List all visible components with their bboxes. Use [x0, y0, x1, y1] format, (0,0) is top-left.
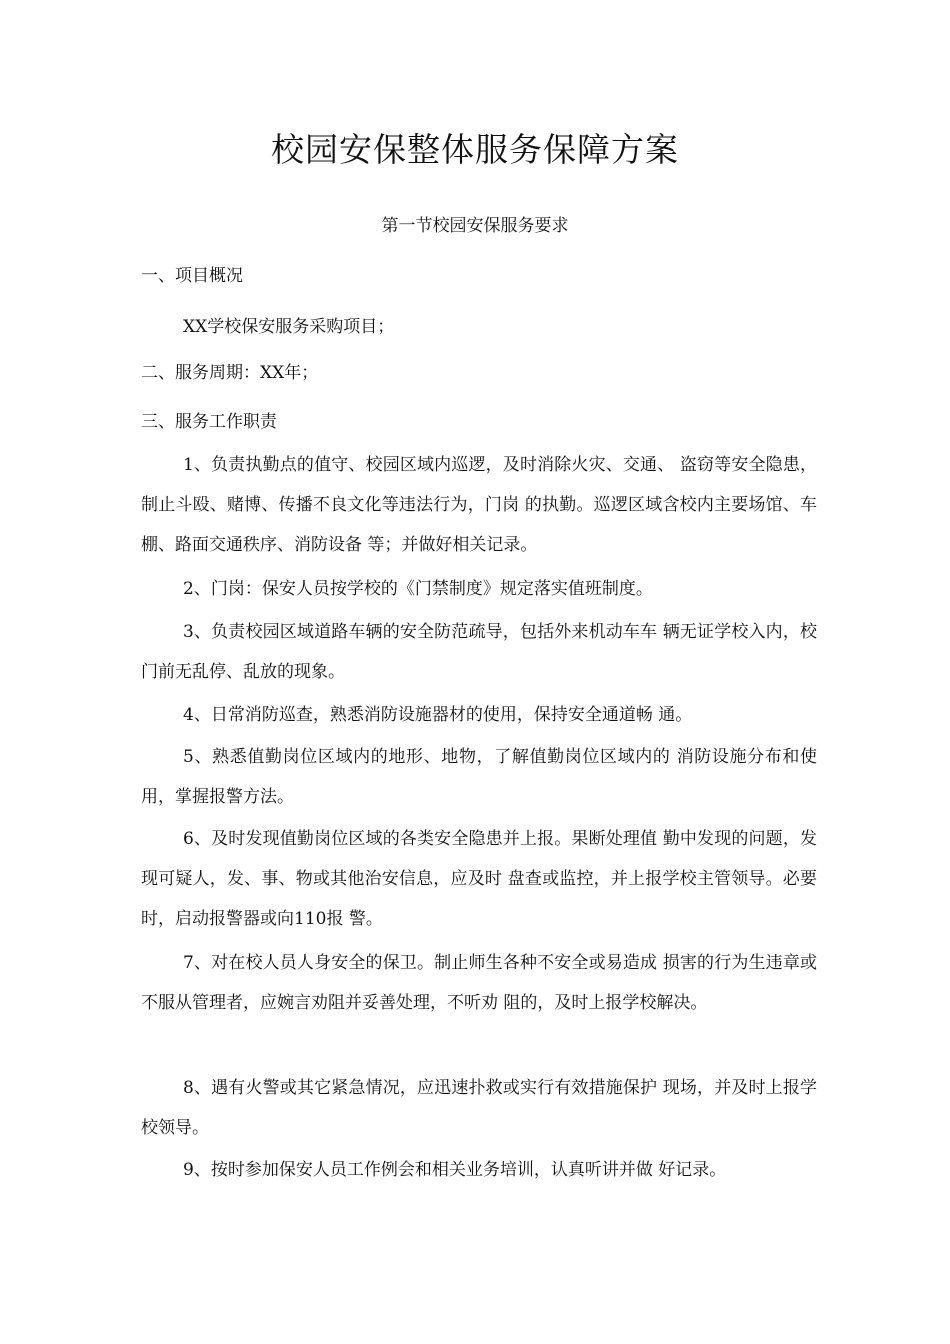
document-title: 校园安保整体服务保障方案 [271, 130, 679, 169]
project-name-paragraph: XX学校保安服务采购项目； [183, 317, 395, 337]
duty-item-4: 4、日常消防巡查，熟悉消防设施器材的使用，保持安全通道畅 通。 [183, 705, 693, 725]
duty-item-5: 5、熟悉值勤岗位区域内的地形、地物，了解值勤岗位区域内的 消防设施分布和使用，掌握报警方法。 [141, 747, 817, 807]
duty-item-9: 9、按时参加保安人员工作例会和相关业务培训，认真听讲并做 好记录。 [183, 1160, 727, 1180]
duty-item-6: 6、及时发现值勤岗位区域的各类安全隐患并上报。果断处理值 勤中发现的问题，发现可疑人，发、事、物或其他治安信息，应及时 盘查或监控，并上报学校主管领导。必要时，启动报警器或向110报 警。 [141, 829, 817, 929]
section-title: 第一节校园安保服务要求 [381, 216, 569, 236]
heading-project-overview: 一、项目概况 [141, 266, 243, 286]
heading-service-period: 二、服务周期：XX年； [141, 363, 319, 383]
duty-item-3: 3、负责校园区域道路车辆的安全防范疏导，包括外来机动车车 辆无证学校入内，校门前无乱停、乱放的现象。 [141, 622, 817, 682]
duty-item-2: 2、门岗：保安人员按学校的《门禁制度》规定落实值班制度。 [183, 579, 653, 599]
heading-service-duties: 三、服务工作职责 [141, 412, 277, 432]
duty-item-8: 8、遇有火警或其它紧急情况，应迅速扑救或实行有效措施保护 现场，并及时上报学校领导。 [141, 1078, 817, 1138]
duty-item-1: 1、负责执勤点的值守、校园区域内巡逻，及时消除火灾、交通、 盗窃等安全隐患，制止斗殴、赌博、传播不良文化等违法行为，门岗 的执勤。巡逻区域含校内主要场馆、车棚、路面交通秩序、消防设备 等；并做好相关记录。 [141, 455, 817, 555]
duty-item-7: 7、对在校人员人身安全的保卫。制止师生各种不安全或易造成 损害的行为生违章或不服从管理者，应婉言劝阻并妥善处理，不听劝 阻的，及时上报学校解决。 [141, 953, 817, 1013]
